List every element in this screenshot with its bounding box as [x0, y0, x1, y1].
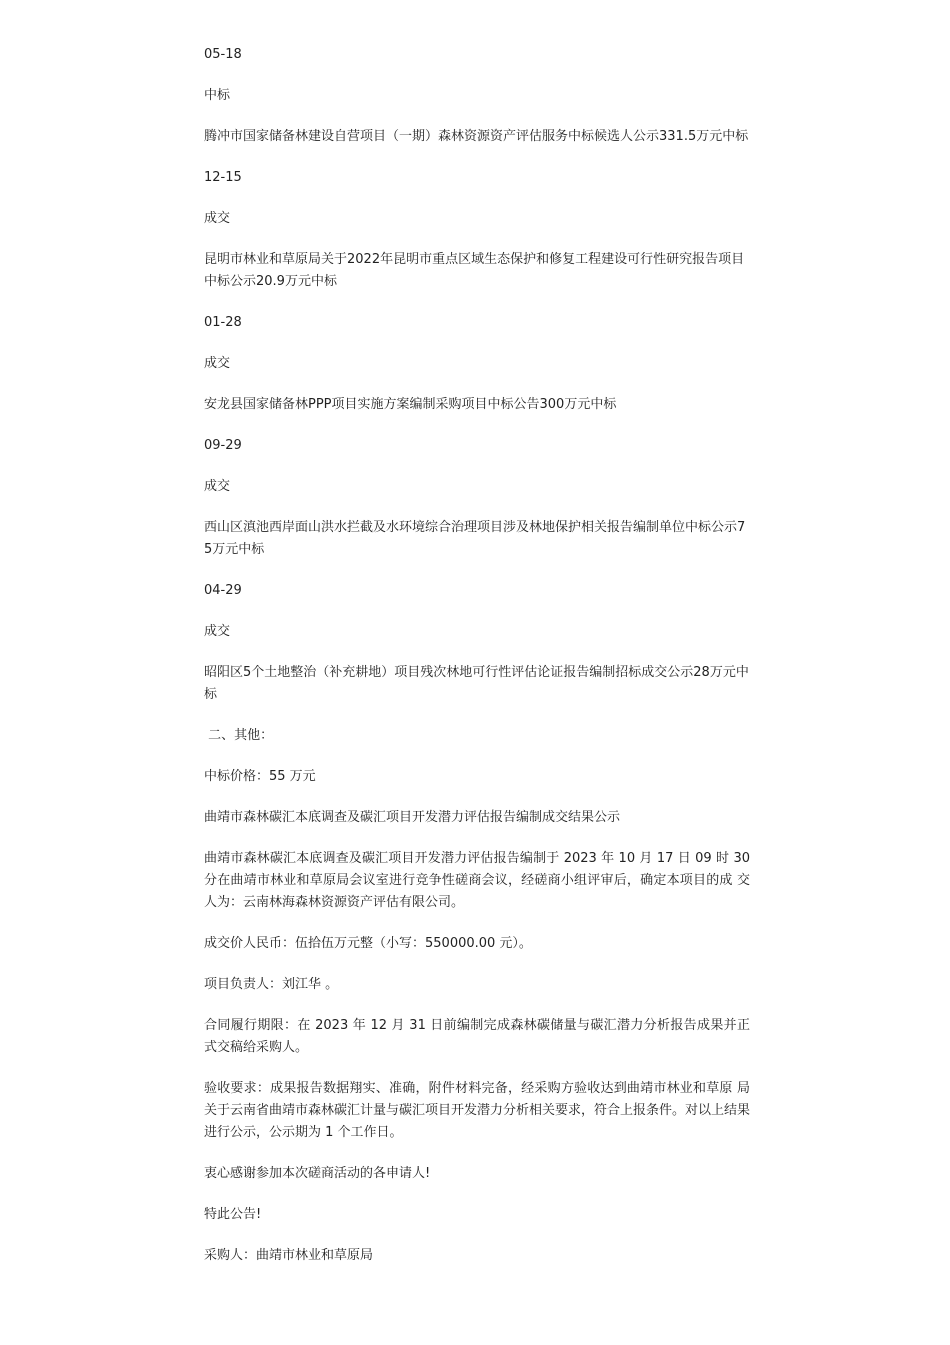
record-title: 腾冲市国家储备林建设自营项目（一期）森林资源资产评估服务中标候选人公示331.5万元中标	[204, 129, 749, 144]
acceptance-requirements: 验收要求：成果报告数据翔实、准确，附件材料完备，经采购方验收达到曲靖市林业和草原 局关于云南省曲靖市森林碳汇计量与碳汇项目开发潜力分析相关要求，符合上报条件。对以上结果进行公示，公示期为 1 个工作日。	[204, 1081, 751, 1140]
closing-note: 特此公告!	[204, 1207, 262, 1222]
record-date: 01-28	[204, 315, 242, 330]
thanks-note: 衷心感谢参加本次磋商活动的各申请人!	[204, 1166, 431, 1181]
document-page	[204, 44, 750, 1286]
record-list	[204, 44, 750, 706]
section-heading: 二、其他：	[204, 728, 274, 743]
notice-title: 曲靖市森林碳汇本底调查及碳汇项目开发潜力评估报告编制成交结果公示	[204, 810, 621, 825]
purchaser: 采购人：曲靖市林业和草原局	[204, 1248, 374, 1263]
project-manager: 项目负责人：刘江华 。	[204, 977, 339, 992]
record-date: 09-29	[204, 438, 242, 453]
record-status: 成交	[204, 624, 231, 639]
record-date: 04-29	[204, 583, 242, 598]
record-date: 05-18	[204, 47, 242, 62]
record-title: 昆明市林业和草原局关于2022年昆明市重点区域生态保护和修复工程建设可行性研究报告项目中标公示20.9万元中标	[204, 252, 745, 289]
deal-amount: 成交价人民币：伍拾伍万元整（小写：550000.00 元）。	[204, 936, 532, 951]
record-title: 昭阳区5个土地整治（补充耕地）项目残次林地可行性评估论证报告编制招标成交公示28万元中标	[204, 665, 749, 702]
record-title: 西山区滇池西岸面山洪水拦截及水环境综合治理项目涉及林地保护相关报告编制单位中标公示75万元中标	[204, 520, 746, 557]
record-date: 12-15	[204, 170, 242, 185]
bid-price: 中标价格：55 万元	[204, 769, 316, 784]
record-status: 成交	[204, 211, 231, 226]
contract-term: 合同履行期限：在 2023 年 12 月 31 日前编制完成森林碳储量与碳汇潜力分析报告成果并正 式交稿给采购人。	[204, 1018, 750, 1055]
record-status: 成交	[204, 479, 231, 494]
record-status: 成交	[204, 356, 231, 371]
notice-body: 曲靖市森林碳汇本底调查及碳汇项目开发潜力评估报告编制于 2023 年 10 月 17 日 09 时 30 分在曲靖市林业和草原局会议室进行竞争性磋商会议，经磋商小组评审后，确定本项目的成 交人为：云南林海森林资源资产评估有限公司。	[204, 851, 750, 910]
other-section	[204, 725, 750, 1267]
record-title: 安龙县国家储备林PPP项目实施方案编制采购项目中标公告300万元中标	[204, 397, 617, 412]
record-status: 中标	[204, 88, 231, 103]
